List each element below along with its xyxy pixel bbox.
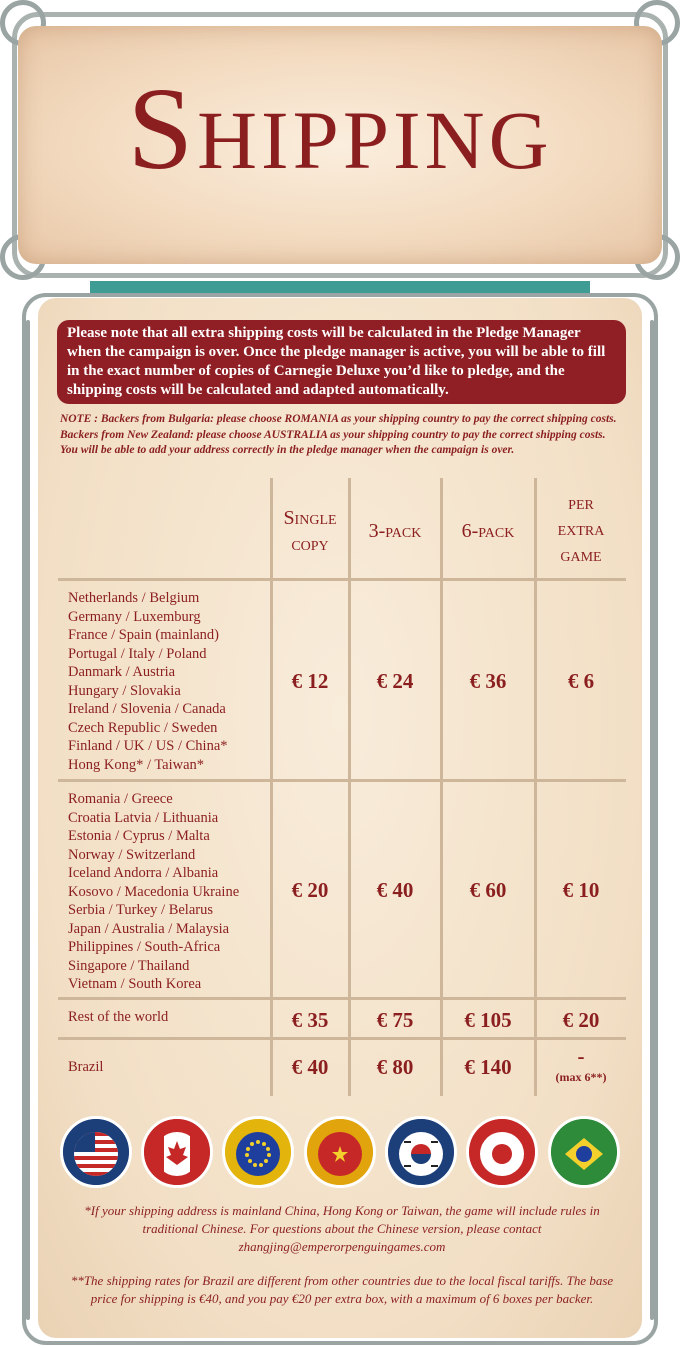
price-cell: € 105: [464, 1008, 512, 1032]
country-line: Finland / UK / US / China*: [68, 738, 228, 754]
price-cell: € 24: [376, 669, 414, 693]
table-divider: [348, 478, 351, 1096]
price-cell: € 40: [291, 1055, 329, 1079]
column-header-3pack: [350, 518, 440, 544]
china-flag-icon: [307, 1119, 373, 1185]
price-cell: € 20: [562, 1008, 600, 1032]
frame-line-left: [26, 320, 30, 1320]
country-line: Danmark / Austria: [68, 664, 176, 680]
country-line: Netherlands / Belgium: [68, 590, 200, 606]
table-divider: [58, 779, 626, 782]
countries-zone-2: [68, 790, 239, 994]
price-cell: € 36: [469, 669, 507, 693]
header-line: copy: [291, 533, 329, 555]
brazil-shipping-badge: [548, 1116, 620, 1188]
country-line: Estonia / Cyprus / Malta: [68, 828, 210, 844]
price-cell: € 75: [376, 1008, 414, 1032]
country-line: Brazil: [68, 1059, 104, 1075]
page-title: Shipping: [127, 63, 553, 194]
pledge-manager-notice: Please note that all extra shipping costs will be calculated in the Pledge Manager when the campaign is over. Once the pledge manager is active, you will be able to fill in the exact number of copies of Carnegie Deluxe you’d like to pledge, and the shipping costs will be calculated and adapted automatically.: [57, 320, 626, 404]
table-divider: [58, 1037, 626, 1040]
country-line: Iceland Andorra / Albania: [68, 865, 219, 881]
bulgaria-nz-note: NOTE : Backers from Bulgaria: please choose ROMANIA as your shipping country to pay the correct shipping costs. Backers from New Zealand: please choose AUSTRALIA as your shipping country to pay the correct shipping costs. You will be able to add your address correctly in the pledge manager when the campaign is over.: [60, 413, 617, 456]
header-line: per: [568, 492, 594, 514]
country-line: Japan / Australia / Malaysia: [68, 920, 230, 937]
price-cell: € 10: [562, 878, 600, 902]
us-flag-icon: [63, 1119, 129, 1185]
country-line: Rest of the world: [68, 1009, 169, 1025]
header-line: Single: [283, 507, 337, 529]
brazil-flag-icon: [551, 1119, 617, 1185]
china-footnote: *If your shipping address is mainland China, Hong Kong or Taiwan, the game will include rules in traditional Chinese. For questions about the Chinese version, please contact zhangjing@emperorpenguingames.com: [84, 1203, 600, 1254]
us-shipping-badge: [60, 1116, 132, 1188]
table-divider: [58, 997, 626, 1000]
brazil-max-note: (max 6**): [555, 1070, 607, 1084]
country-line: Ireland / Slovenia / Canada: [68, 701, 226, 717]
japan-shipping-badge: [466, 1116, 538, 1188]
table-divider: [440, 478, 443, 1096]
countries-brazil: [68, 1058, 103, 1077]
brazil-footnote: **The shipping rates for Brazil are different from other countries due to the local fiscal tariffs. The base price for shipping is €40, and you pay €20 per extra box, with a maximum of 6 boxes per backer.: [70, 1273, 614, 1306]
price-cell: € 80: [376, 1055, 414, 1079]
country-line: Vietnam / South Korea: [68, 976, 202, 992]
header-line: game: [560, 544, 602, 566]
country-line: Portugal / Italy / Poland: [68, 645, 207, 662]
price-cell: € 12: [291, 669, 329, 693]
price-cell: € 35: [291, 1008, 329, 1032]
table-divider: [58, 578, 626, 581]
canada-flag-icon: [144, 1119, 210, 1185]
country-line: Germany / Luxemburg: [68, 608, 201, 625]
country-line: France / Spain (mainland): [68, 627, 219, 643]
header-line: 6-pack: [461, 520, 515, 542]
country-line: Kosovo / Macedonia Ukraine: [68, 883, 240, 900]
table-divider: [534, 478, 537, 1096]
table-divider: [270, 478, 273, 1096]
frame-line-right: [650, 320, 654, 1320]
column-header-per-extra: [536, 490, 626, 568]
country-line: Croatia Latvia / Lithuania: [68, 809, 219, 826]
country-line: Singapore / Thailand: [68, 957, 190, 974]
countries-rest: [68, 1008, 168, 1027]
price-cell: € 20: [291, 878, 329, 902]
price-cell: € 140: [464, 1055, 512, 1079]
country-line: Norway / Switzerland: [68, 846, 196, 863]
column-header-single: [272, 505, 348, 557]
country-line: Czech Republic / Sweden: [68, 719, 218, 736]
eu-flag-icon: [225, 1119, 291, 1185]
price-cell: € 60: [469, 878, 507, 902]
price-cell: € 40: [376, 878, 414, 902]
korea-flag-icon: [388, 1119, 454, 1185]
eu-shipping-badge: [222, 1116, 294, 1188]
china-shipping-badge: [304, 1116, 376, 1188]
korea-shipping-badge: [385, 1116, 457, 1188]
country-line: Philippines / South-Africa: [68, 939, 221, 955]
header-line: 3-pack: [368, 520, 422, 542]
price-cell: € 6: [567, 669, 595, 693]
country-line: Hong Kong* / Taiwan*: [68, 756, 205, 773]
country-line: Serbia / Turkey / Belarus: [68, 902, 213, 918]
header-line: extra: [557, 518, 605, 540]
country-line: Hungary / Slovakia: [68, 682, 181, 699]
countries-zone-1: [68, 589, 228, 774]
price-cell: -: [577, 1044, 585, 1068]
canada-shipping-badge: [141, 1116, 213, 1188]
japan-flag-icon: [469, 1119, 535, 1185]
country-line: Romania / Greece: [68, 791, 173, 807]
column-header-6pack: [442, 518, 534, 544]
